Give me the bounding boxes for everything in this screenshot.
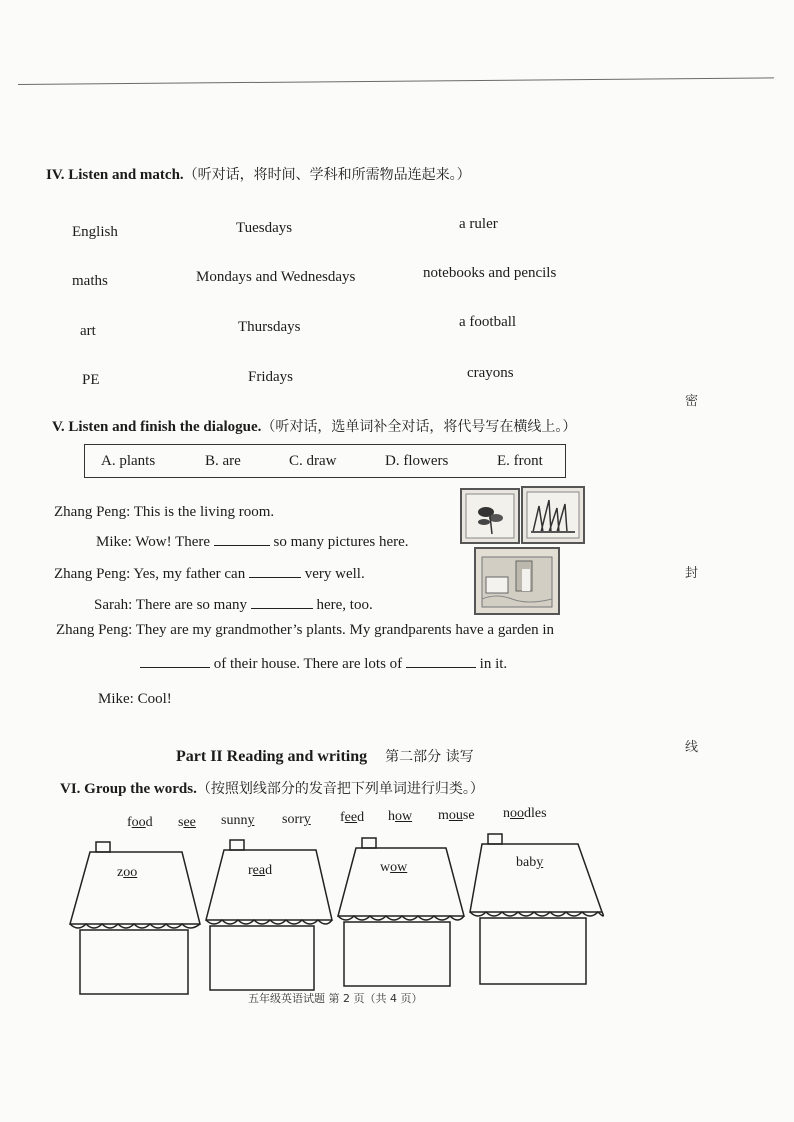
dialogue-line-2: Mike: Wow! There so many pictures here. (96, 534, 409, 550)
option-c: C. draw (289, 453, 337, 469)
dialogue-line-3: Zhang Peng: Yes, my father can very well. (54, 566, 365, 582)
word-how: how (388, 809, 413, 824)
option-d: D. flowers (385, 453, 449, 469)
page-footer: 五年级英语试题 第 2 页（共 4 页） (248, 992, 423, 1005)
word-food: food (127, 815, 153, 830)
dialogue-line-6: of their house. There are lots of in it. (140, 655, 507, 673)
dialogue-line-7: Mike: Cool! (98, 691, 172, 707)
word-sorry: sorry (282, 812, 311, 827)
side-mark-xian: 线 (684, 740, 698, 755)
time-mon-wed: Mondays and Wednesdays (196, 269, 356, 285)
subject-english: English (72, 224, 118, 240)
section5-title: V. Listen and finish the dialogue.（听对话，选单词补全对话，将代号写在横线上。） (52, 419, 577, 435)
word-noodles: noodles (503, 806, 547, 821)
subject-pe: PE (82, 372, 100, 388)
word-feed: feed (340, 810, 365, 825)
item-football: a football (459, 314, 517, 330)
section4-title: IV. Listen and match.（听对话，将时间、学科和所需物品连起来。） (46, 167, 471, 183)
item-notebooks: notebooks and pencils (423, 265, 557, 281)
option-a: A. plants (101, 453, 156, 469)
time-fridays: Fridays (248, 369, 293, 385)
part2-title: Part II Reading and writing 第二部分 读写 (176, 748, 474, 765)
word-see: see (178, 815, 196, 830)
house-label-wow: wow (380, 860, 408, 875)
house-label-read: read (248, 863, 273, 878)
subject-maths: maths (72, 273, 108, 289)
option-b: B. are (205, 453, 241, 469)
item-ruler: a ruler (459, 216, 498, 232)
time-thursdays: Thursdays (238, 319, 301, 335)
house-label-baby: baby (516, 855, 544, 870)
side-mark-feng: 封 (684, 566, 698, 581)
house-label-zoo: zoo (117, 865, 138, 880)
word-mouse: mouse (438, 808, 475, 823)
option-e: E. front (497, 453, 543, 469)
dialogue-line-4: Sarah: There are so many here, too. (94, 597, 373, 613)
side-mark-mi: 密 (684, 394, 698, 409)
time-tuesdays: Tuesdays (236, 220, 293, 236)
section6-title: VI. Group the words.（按照划线部分的发音把下列单词进行归类。） (60, 781, 484, 797)
dialogue-line-5: Zhang Peng: They are my grandmother’s plants. My grandparents have a garden in (56, 622, 555, 638)
item-crayons: crayons (467, 365, 514, 381)
dialogue-line-1: Zhang Peng: This is the living room. (54, 504, 275, 520)
word-sunny: sunny (221, 813, 255, 828)
subject-art: art (80, 323, 96, 339)
